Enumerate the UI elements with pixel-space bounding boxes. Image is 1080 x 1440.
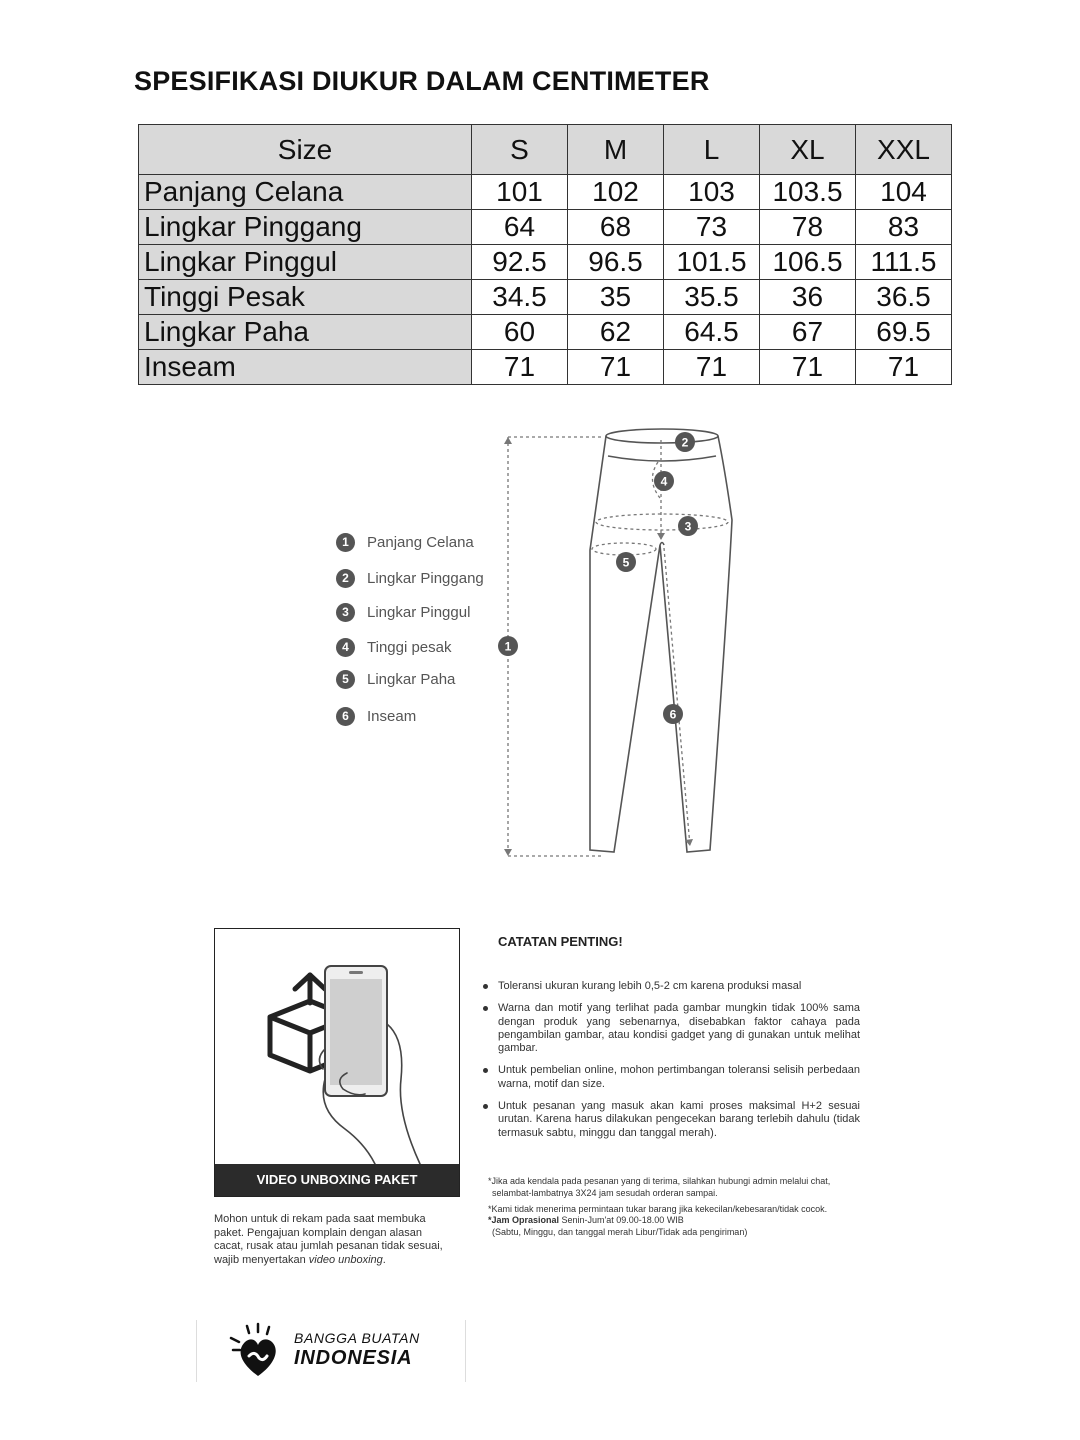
row-label: Tinggi Pesak (139, 280, 472, 315)
hours-value: Senin-Jum'at 09.00-18.00 WIB (559, 1215, 684, 1226)
legend-item (336, 670, 455, 689)
header-xxl: XXL (856, 125, 952, 175)
table-row (139, 350, 952, 385)
table-row (139, 210, 952, 245)
row-label: Lingkar Pinggang (139, 210, 472, 245)
table-cell: 103.5 (760, 175, 856, 210)
table-cell: 35 (568, 280, 664, 315)
table-cell: 111.5 (856, 245, 952, 280)
table-cell: 101 (472, 175, 568, 210)
pants-diagram (490, 420, 750, 870)
legend-label: Lingkar Pinggul (367, 604, 471, 621)
size-chart-table (138, 124, 952, 385)
unboxing-note-line: cacat, rusak atau jumlah pesanan tidak sesuai, (214, 1240, 443, 1252)
table-row (139, 175, 952, 210)
table-cell: 103 (664, 175, 760, 210)
table-cell: 71 (664, 350, 760, 385)
table-cell: 73 (664, 210, 760, 245)
table-cell: 104 (856, 175, 952, 210)
table-cell: 71 (472, 350, 568, 385)
legend-number: 4 (336, 638, 355, 657)
notes-title: CATATAN PENTING! (498, 934, 623, 949)
header-m: M (568, 125, 664, 175)
header-l: L (664, 125, 760, 175)
legend-item (336, 638, 452, 657)
row-label: Inseam (139, 350, 472, 385)
svg-text:6: 6 (669, 707, 677, 722)
unboxing-note-line: paket. Pengajuan komplain dengan alasan (214, 1226, 422, 1239)
table-cell: 71 (760, 350, 856, 385)
table-cell: 68 (568, 210, 664, 245)
table-cell: 36 (760, 280, 856, 315)
footnote-line: (Sabtu, Minggu, dan tanggal merah Libur/Tidak ada pengiriman) (492, 1227, 748, 1238)
legend-label: Lingkar Pinggang (367, 570, 484, 587)
table-cell: 64.5 (664, 315, 760, 350)
table-cell: 78 (760, 210, 856, 245)
list-item: Untuk pesanan yang masuk akan kami proses maksimal H+2 sesuai urutan. Karena harus dilakukan pengecekan barang terlebih dahulu (tidak termasuk sabtu, minggu dan tanggal merah). (482, 1100, 860, 1140)
brand-badge (196, 1320, 466, 1382)
list-item: Untuk pembelian online, mohon pertimbangan toleransi selisih perbedaan warna, motif dan size. (482, 1064, 860, 1091)
unboxing-note-line (214, 1254, 466, 1268)
svg-text:4: 4 (660, 474, 668, 489)
phone-icon (325, 966, 387, 1096)
table-cell: 71 (856, 350, 952, 385)
legend-number: 3 (336, 603, 355, 622)
legend-label: Panjang Celana (367, 534, 474, 551)
header-size: Size (139, 125, 472, 175)
header-xl: XL (760, 125, 856, 175)
legend-number: 2 (336, 569, 355, 588)
legend-number: 1 (336, 533, 355, 552)
list-item: Warna dan motif yang terlihat pada gambar mungkin tidak 100% sama dengan produk yang sebenarnya, disebabkan faktor cahaya pada pengambilan gambar, atau kondisi gadget yang di gunakan untuk melihat gambar. (482, 1002, 860, 1055)
svg-text:2: 2 (681, 435, 689, 450)
table-cell: 64 (472, 210, 568, 245)
row-label: Lingkar Paha (139, 315, 472, 350)
legend-item (336, 569, 484, 588)
legend-label: Inseam (367, 708, 417, 725)
header-s: S (472, 125, 568, 175)
svg-text:3: 3 (684, 519, 692, 534)
legend-label: Tinggi pesak (367, 639, 452, 656)
table-header-row (139, 125, 952, 175)
legend-number: 5 (336, 670, 355, 689)
table-cell: 60 (472, 315, 568, 350)
legend-item (336, 533, 474, 552)
list-item: Toleransi ukuran kurang lebih 0,5-2 cm karena produksi masal (482, 980, 860, 993)
table-row (139, 245, 952, 280)
table-cell: 34.5 (472, 280, 568, 315)
table-cell: 62 (568, 315, 664, 350)
row-label: Panjang Celana (139, 175, 472, 210)
table-cell: 69.5 (856, 315, 952, 350)
footnote-line: *Jika ada kendala pada pesanan yang di terima, silahkan hubungi admin melalui chat, (488, 1176, 831, 1186)
legend-number: 6 (336, 707, 355, 726)
heart-logo-icon (225, 1320, 295, 1382)
video-unboxing-label: VIDEO UNBOXING PAKET (215, 1164, 459, 1196)
unboxing-note-line: Mohon untuk di rekam pada saat membuka (214, 1213, 426, 1225)
unboxing-note-emphasis: video unboxing (308, 1253, 383, 1266)
notes-list (482, 980, 860, 1149)
legend-item (336, 603, 470, 622)
unboxing-illustration (215, 929, 459, 1164)
diagram-marker-4 (654, 471, 674, 491)
brand-line-1: BANGGA BUATAN (294, 1330, 420, 1346)
table-row (139, 280, 952, 315)
unboxing-note (214, 1213, 466, 1267)
row-label: Lingkar Pinggul (139, 245, 472, 280)
diagram-marker-1 (498, 636, 518, 656)
table-cell: 92.5 (472, 245, 568, 280)
brand-line-2: INDONESIA (294, 1347, 413, 1369)
table-cell: 96.5 (568, 245, 664, 280)
pants-outline (590, 429, 732, 852)
measurement-arrowheads (504, 437, 693, 856)
measurement-guides (508, 437, 728, 856)
diagram-marker-6 (663, 704, 683, 724)
table-cell: 35.5 (664, 280, 760, 315)
table-cell: 101.5 (664, 245, 760, 280)
table-cell: 106.5 (760, 245, 856, 280)
table-cell: 71 (568, 350, 664, 385)
upload-arrow-icon (295, 975, 325, 1003)
diagram-marker-3 (678, 516, 698, 536)
legend-item (336, 707, 416, 726)
table-cell: 102 (568, 175, 664, 210)
unboxing-note-text: wajib menyertakan (214, 1253, 309, 1266)
table-cell: 67 (760, 315, 856, 350)
legend-label: Lingkar Paha (367, 671, 456, 688)
footnote-line: selambat-lambatnya 3X24 jam sesudah orderan sampai. (492, 1187, 718, 1198)
table-cell: 83 (856, 210, 952, 245)
svg-text:5: 5 (622, 555, 630, 570)
unboxing-illustration-box (214, 928, 460, 1197)
table-cell: 36.5 (856, 280, 952, 315)
operating-hours (488, 1215, 878, 1227)
table-row (139, 315, 952, 350)
hours-label: *Jam Oprasional (488, 1215, 560, 1226)
footnote-line: *Kami tidak menerima permintaan tukar barang jika kekecilan/kebesaran/tidak cocok. (488, 1203, 828, 1214)
page-title: SPESIFIKASI DIUKUR DALAM CENTIMETER (134, 66, 710, 96)
diagram-marker-2 (675, 432, 695, 452)
footnotes (488, 1176, 878, 1239)
svg-text:1: 1 (504, 639, 512, 654)
unboxing-note-period: . (382, 1253, 386, 1266)
diagram-marker-5 (616, 552, 636, 572)
